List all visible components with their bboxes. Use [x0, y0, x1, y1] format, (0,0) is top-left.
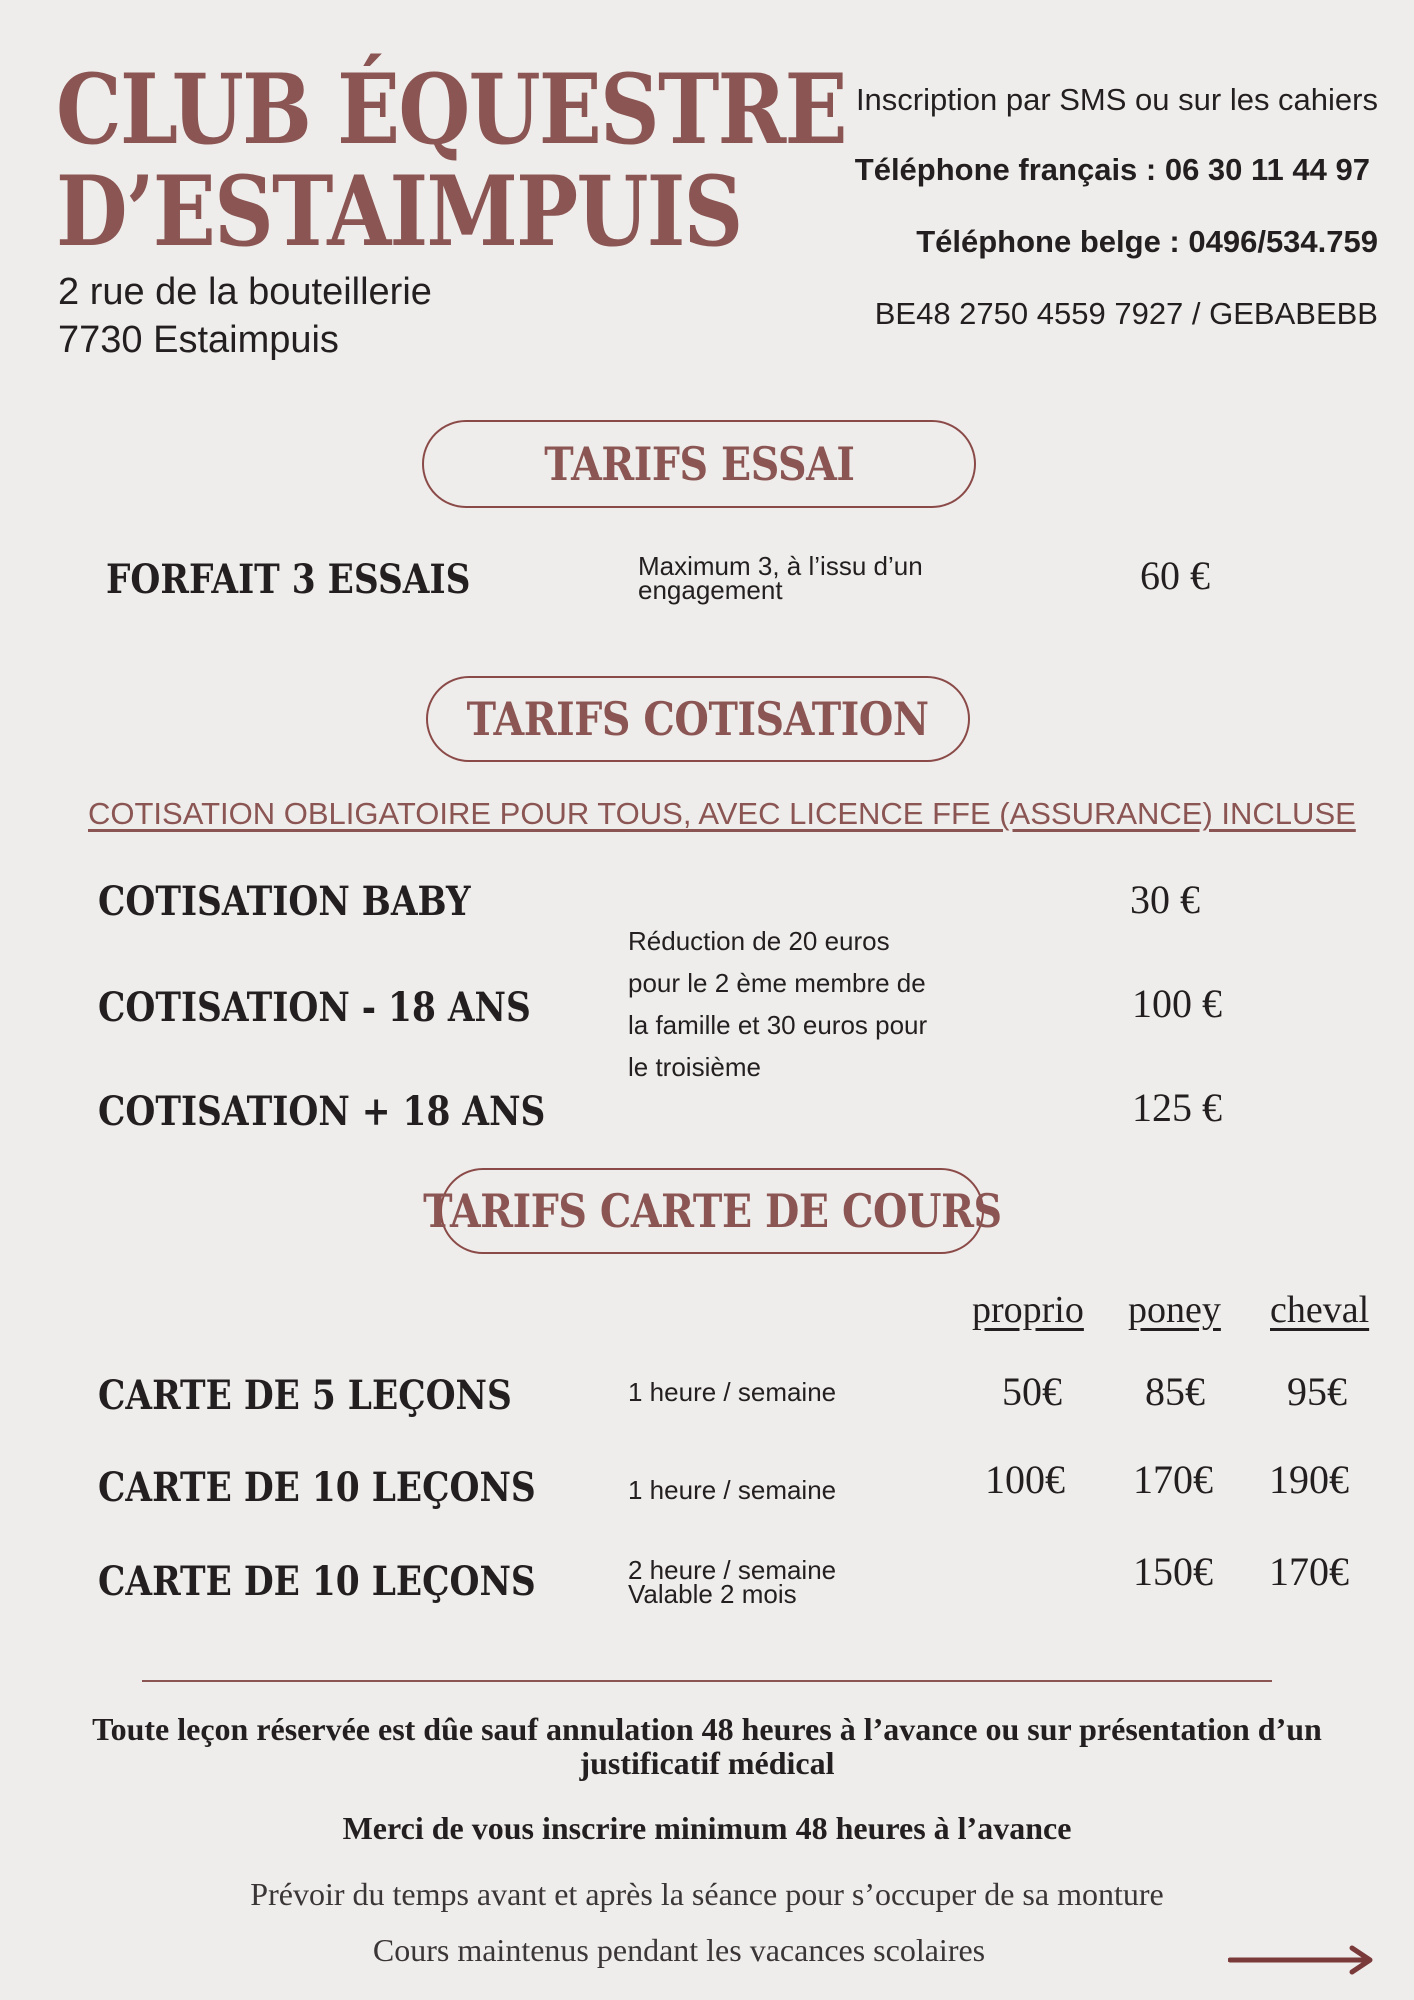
table-row-desc: 1 heure / semaine: [628, 1475, 837, 1505]
registration-reminder: Merci de vous inscrire minimum 48 heures à l’avance: [342, 1810, 1072, 1846]
column-header-poney: poney: [1128, 1289, 1221, 1331]
cotisation-reduction-note: [628, 920, 927, 1088]
arrow-right-icon[interactable]: [1228, 1942, 1378, 1978]
item-cotisation-minus-18: COTISATION - 18 ANS: [98, 984, 531, 1031]
table-row-label: CARTE DE 10 LEÇONS: [98, 1558, 536, 1605]
cell-poney: 85€: [1145, 1369, 1205, 1414]
address-city: 7730 Estaimpuis: [58, 319, 339, 361]
holiday-note: Cours maintenus pendant les vacances scolaires: [372, 1932, 986, 1968]
section-title-cotisation: [426, 676, 970, 762]
preparation-note: Prévoir du temps avant et après la séance pour s’occuper de sa monture: [250, 1876, 1164, 1912]
cancellation-line: justificatif médical: [579, 1745, 835, 1781]
table-row-label: CARTE DE 5 LEÇONS: [98, 1372, 512, 1419]
item-cotisation-baby: COTISATION BABY: [98, 878, 471, 925]
section-title-essai-label: TARIFS ESSAI: [543, 437, 855, 491]
price-essai: 60 €: [1140, 553, 1210, 598]
bank-account: BE48 2750 4559 7927 / GEBABEBB: [874, 296, 1378, 331]
registration-info: Inscription par SMS ou sur les cahiers: [855, 82, 1378, 117]
cancellation-line: Toute leçon réservée est dûe sauf annulation 48 heures à l’avance ou sur présentation d’un: [92, 1711, 1322, 1747]
price-cotisation-minus-18: 100 €: [1132, 981, 1222, 1026]
reduction-line: la famille et 30 euros pour: [628, 1010, 928, 1040]
club-name-line1: CLUB ÉQUESTRE: [56, 53, 846, 166]
cell-cheval: 170€: [1269, 1549, 1349, 1594]
phone-belgium: Téléphone belge : 0496/534.759: [916, 224, 1378, 259]
divider: [142, 1680, 1272, 1682]
table-row-desc: 2 heure / semaine: [628, 1555, 837, 1585]
cell-poney: 150€: [1133, 1549, 1213, 1594]
cotisation-notice: COTISATION OBLIGATOIRE POUR TOUS, AVEC LICENCE FFE (ASSURANCE) INCLUSE: [88, 796, 1356, 831]
section-title-cours: [422, 1168, 1002, 1254]
reduction-line: Réduction de 20 euros: [628, 926, 890, 956]
table-row-desc: 1 heure / semaine: [628, 1377, 837, 1407]
table-row-label: CARTE DE 10 LEÇONS: [98, 1464, 536, 1511]
essai-description-line2: engagement: [638, 575, 783, 605]
section-title-cotisation-label: TARIFS COTISATION: [466, 692, 930, 746]
column-header-proprio: proprio: [972, 1289, 1084, 1331]
section-title-cours-label: TARIFS CARTE DE COURS: [422, 1184, 1002, 1238]
cell-cheval: 190€: [1269, 1457, 1349, 1502]
price-cotisation-plus-18: 125 €: [1132, 1085, 1222, 1130]
cell-proprio: 50€: [1002, 1369, 1062, 1414]
cancellation-policy: [60, 1712, 1354, 1780]
item-cotisation-plus-18: COTISATION + 18 ANS: [98, 1088, 546, 1135]
address-street: 2 rue de la bouteillerie: [58, 271, 432, 313]
club-name-line2: D’ESTAIMPUIS: [56, 155, 742, 268]
reduction-line: pour le 2 ème membre de: [628, 968, 926, 998]
essai-description-line1: Maximum 3, à l’issu d’un: [638, 551, 923, 581]
section-title-essai: [422, 420, 976, 508]
cell-cheval: 95€: [1287, 1369, 1347, 1414]
table-row-desc-2: Valable 2 mois: [628, 1579, 797, 1609]
cell-poney: 170€: [1133, 1457, 1213, 1502]
reduction-line: le troisième: [628, 1052, 761, 1082]
cell-proprio: 100€: [985, 1457, 1065, 1502]
item-forfait-essais: FORFAIT 3 ESSAIS: [106, 556, 471, 603]
price-cotisation-baby: 30 €: [1130, 877, 1200, 922]
column-header-cheval: cheval: [1270, 1289, 1370, 1331]
phone-france: Téléphone français : 06 30 11 44 97: [854, 152, 1370, 187]
